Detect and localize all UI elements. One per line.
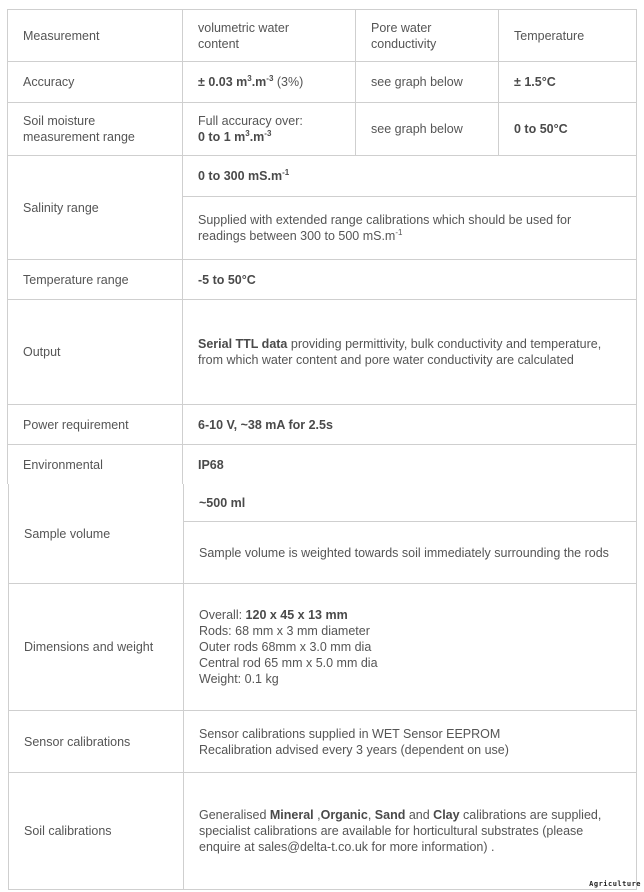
soil-moisture-range-pwc-text: see graph below (371, 122, 463, 136)
accuracy-vwc (182, 61, 355, 102)
soil-calibrations-label-text: Soil calibrations (24, 824, 112, 838)
salinity-range-label (7, 155, 182, 259)
sample-volume-label-text: Sample volume (24, 526, 111, 541)
accuracy-pwc (355, 61, 498, 102)
soil-moisture-range-vwc-text: Full accuracy over: 0 to 1 $m^3.m^{-3}$ (198, 114, 303, 144)
soil-calibrations-value (183, 772, 637, 890)
sensor-calibrations-value (183, 710, 637, 772)
temperature-range-value-text: -5 to 50°C (198, 272, 256, 287)
accuracy-vwc-value: ± 0.03 $m^3.m^{-3}$ (3%) (198, 74, 304, 89)
power-requirement-value-text: 6-10 V, ~38 mA for 2.5s (198, 417, 333, 432)
header-pwc-text: Pore water conductivity (371, 20, 437, 51)
environmental-label (7, 444, 182, 484)
soil-calibrations-value-text: Generalised Mineral ,Organic, Sand and Clay calibrations are supplied, specialist calibrations are available for horticultural substrates (please enquire at sales@delta-t.co.uk for more information) . (199, 808, 602, 854)
sample-volume-value-text: ~500 ml (199, 495, 246, 510)
power-requirement-label (7, 404, 182, 444)
watermark-label: Agriculture (589, 880, 641, 888)
sample-volume-value (183, 484, 637, 521)
environmental-label-text: Environmental (23, 457, 103, 472)
salinity-range-note-text: Supplied with extended range calibrations which should be used for readings between 300 to 500 $mS.m^{-1}$ (198, 213, 572, 243)
power-requirement-value (182, 404, 637, 444)
output-value-text: Serial TTL data providing permittivity, bulk conductivity and temperature, from which water content and pore water conductivity are calculated (198, 337, 602, 367)
header-measurement (7, 9, 182, 61)
sample-volume-label (8, 484, 183, 583)
environmental-value-text: IP68 (198, 457, 224, 472)
soil-moisture-range-pwc (355, 102, 498, 155)
sensor-calibrations-label (8, 710, 183, 772)
sensor-calibrations-label-text: Sensor calibrations (24, 734, 131, 749)
dimensions-weight-label-text: Dimensions and weight (24, 640, 154, 654)
output-value (182, 299, 637, 404)
soil-moisture-range-temperature (498, 102, 637, 155)
soil-calibrations-label (8, 772, 183, 890)
salinity-range-note (182, 196, 637, 259)
sample-volume-note (183, 521, 637, 583)
output-label-text: Output (23, 345, 61, 359)
accuracy-label-text: Accuracy (23, 75, 75, 89)
soil-moisture-range-label-text: Soil moisture measurement range (23, 114, 135, 144)
accuracy-pwc-text: see graph below (371, 75, 463, 89)
header-pwc (355, 9, 498, 61)
environmental-value (182, 444, 637, 484)
dimensions-weight-value-text: Overall: 120 x 45 x 13 mm Rods: 68 mm x 3 mm diameter Outer rods 68mm x 3.0 mm dia Central rod 65 mm x 5.0 mm dia Weight: 0.1 kg (199, 608, 378, 686)
power-requirement-label-text: Power requirement (23, 417, 129, 432)
header-vwc-text: volumetric water content (198, 20, 289, 51)
soil-moisture-range-label (7, 102, 182, 155)
accuracy-temperature-text: ± 1.5°C (514, 75, 556, 89)
dimensions-weight-value (183, 583, 637, 710)
output-label (7, 299, 182, 404)
sample-volume-note-text: Sample volume is weighted towards soil immediately surrounding the rods (199, 545, 609, 560)
temperature-range-value (182, 259, 637, 299)
salinity-range-value (182, 155, 637, 196)
sensor-calibrations-value-text: Sensor calibrations supplied in WET Sensor EEPROM Recalibration advised every 3 years (dependent on use) (199, 726, 509, 757)
header-temperature (498, 9, 637, 61)
salinity-range-label-text: Salinity range (23, 200, 99, 215)
temperature-range-label-text: Temperature range (23, 272, 129, 287)
accuracy-label (7, 61, 182, 102)
dimensions-weight-label (8, 583, 183, 710)
temperature-range-label (7, 259, 182, 299)
header-vwc (182, 9, 355, 61)
header-temperature-text: Temperature (514, 28, 585, 43)
salinity-range-value-text: 0 to 300 $mS.m^{-1}$ (198, 168, 290, 183)
header-measurement-text: Measurement (23, 28, 100, 43)
accuracy-temperature (498, 61, 637, 102)
soil-moisture-range-temperature-text: 0 to 50°C (514, 122, 568, 136)
soil-moisture-range-vwc (182, 102, 355, 155)
